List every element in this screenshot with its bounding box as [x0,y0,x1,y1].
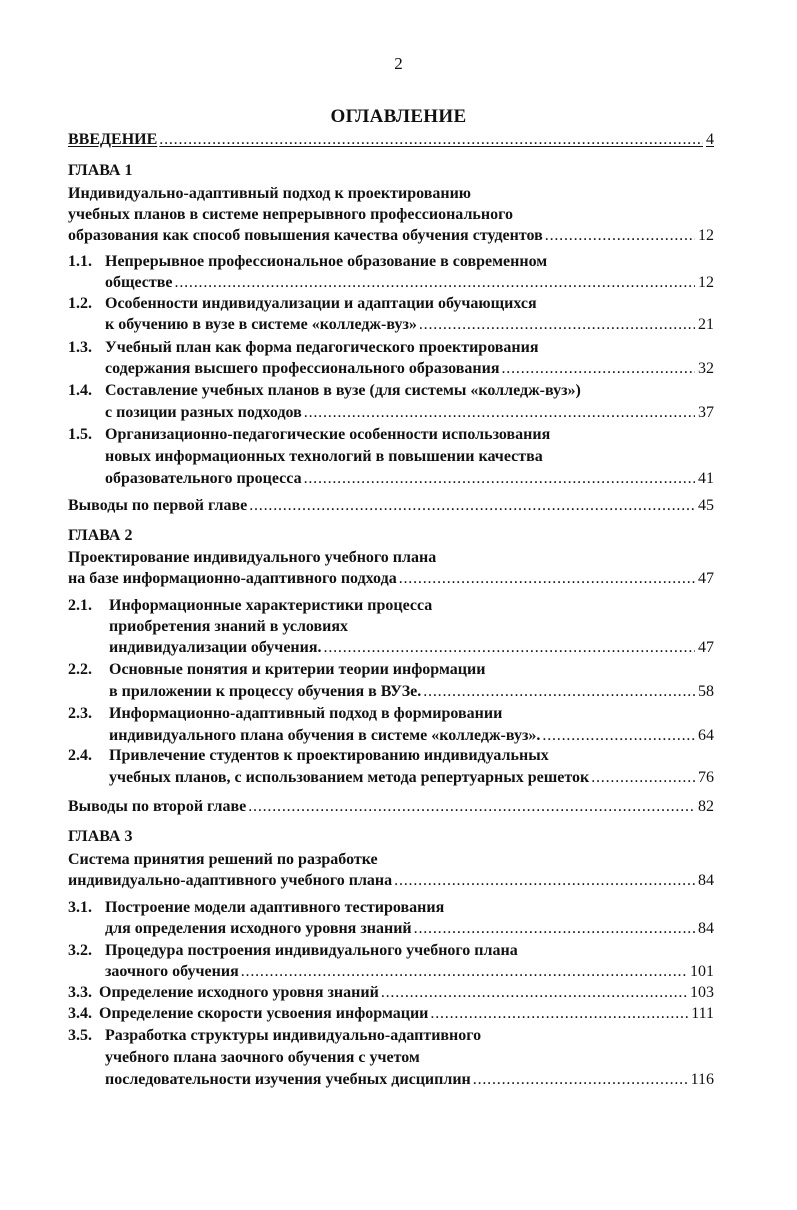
chapter2-title-line-1 [68,548,436,568]
chapter3-section-1-number: 3.1. [68,899,92,916]
chapter3-title-line-2 [68,871,714,891]
chapter2-title-line-2-text: на базе информационно-адаптивного подхода [68,570,397,587]
chapter1-section-1-line-2 [105,273,714,293]
chapter1-section-3-line-2-text: содержания высшего профессионального образования [105,360,500,377]
chapter1-section-5-line-3-leader [304,469,695,489]
chapter1-section-2-line-2-page: 21 [698,316,714,333]
chapter3-section-1-line-1 [68,898,445,918]
chapter2-section-4-line-2-leader [591,768,695,788]
chapter2-section-3-line-1-text: Информационно-адаптивный подход в формировании [109,705,503,722]
chapter3-section-1-line-1-text: Построение модели адаптивного тестирования [105,899,445,916]
chapter1-section-3-line-1-text: Учебный план как форма педагогического проектирования [105,339,539,356]
chapter2-conclusion [68,797,714,817]
chapter1-section-5-line-1 [68,425,551,445]
chapter2-section-4-line-2-page: 76 [698,769,714,786]
chapter1-section-4-line-2-leader [304,403,695,423]
chapter1-section-1-line-1-text: Непрерывное профессиональное образование в современном [105,253,548,270]
chapter2-conclusion-page: 82 [698,798,714,815]
chapter3-section-4-line-1 [68,1004,714,1024]
chapter2-conclusion-leader [248,797,695,817]
chapter3-section-2-line-2-text: заочного обучения [105,963,239,980]
chapter2-section-4-line-2 [109,768,714,788]
chapter2-section-3-line-2 [109,726,714,746]
chapter3-section-5-line-3 [105,1070,714,1090]
chapter1-section-4-line-2 [105,403,714,423]
chapter3-section-5-line-2-text: учебного плана заочного обучения с учетом [105,1049,420,1066]
intro [68,130,714,150]
chapter1-section-5-line-1-text: Организационно-педагогические особенности использования [105,426,551,443]
chapter1-section-1-line-2-text: обществе [105,274,173,291]
chapter2-section-1-line-1 [68,596,433,616]
chapter2-heading-text: ГЛАВА 2 [68,527,133,544]
chapter3-section-1-line-2-text: для определения исходного уровня знаний [105,920,412,937]
chapter2-section-1-number: 2.1. [68,597,92,614]
chapter2-title-line-2-page: 47 [698,570,714,587]
chapter3-heading [68,827,132,847]
chapter1-title-line-3-page: 12 [698,227,714,244]
chapter1-section-1-line-1 [68,252,548,272]
chapter2-section-3-line-2-text: индивидуального плана обучения в системе «колледж-вуз». [109,727,541,744]
chapter2-section-3-line-2-page: 64 [698,727,714,744]
chapter1-section-4-number: 1.4. [68,382,92,399]
page-number: 2 [394,54,403,73]
chapter1-section-5-line-2 [105,447,543,467]
chapter1-section-3-line-1 [68,338,539,358]
chapter3-section-3-line-1-text: Определение исходного уровня знаний [99,984,379,1001]
chapter1-section-2-line-1-text: Особенности индивидуализации и адаптации обучающихся [105,295,537,312]
chapter2-section-1-line-3-leader [324,638,695,658]
chapter1-conclusion-text: Выводы по первой главе [68,497,248,514]
chapter3-title-line-2-text: индивидуально-адаптивного учебного плана [68,872,393,889]
chapter3-title-line-2-page: 84 [698,872,714,889]
chapter1-section-1-line-2-leader [175,273,695,293]
chapter3-section-2-line-2-page: 101 [690,963,714,980]
chapter1-section-4-line-1 [68,381,581,401]
chapter1-conclusion-page: 45 [698,497,714,514]
chapter3-section-4-line-1-text: Определение скорости усвоения информации [99,1005,429,1022]
chapter1-section-5-line-2-text: новых информационных технологий в повышении качества [105,448,543,465]
chapter1-title-line-3-text: образования как способ повышения качества обучения студентов [68,227,543,244]
chapter2-section-1-line-3 [109,638,714,658]
chapter1-section-1-line-2-page: 12 [698,274,714,291]
chapter2-conclusion-text: Выводы по второй главе [68,798,247,815]
chapter1-section-5-line-3-text: образовательного процесса [105,470,302,487]
chapter3-section-5-line-3-leader [473,1070,688,1090]
intro-leader [159,130,703,150]
chapter2-section-3-line-2-leader [542,726,695,746]
chapter3-title-line-1 [68,850,378,870]
chapter1-section-2-number: 1.2. [68,295,92,312]
chapter3-section-2-line-2 [105,962,714,982]
chapter1-heading-text: ГЛАВА 1 [68,162,133,179]
chapter2-section-1-line-2 [109,617,348,637]
chapter1-title-line-1-text: Индивидуально-адаптивный подход к проектированию [68,185,472,202]
chapter2-title-line-2-leader [399,569,695,589]
chapter3-section-3-line-1 [68,983,714,1003]
chapter1-conclusion-leader [249,496,695,516]
chapter1-section-2-line-2-text: к обучению в вузе в системе «колледж-вуз» [105,316,417,333]
chapter1-section-1-number: 1.1. [68,253,92,270]
chapter2-section-2-number: 2.2. [68,661,92,678]
chapter1-title-line-3 [68,226,714,246]
chapter3-section-2-line-1 [68,941,518,961]
chapter1-heading [68,161,132,181]
chapter1-section-4-line-2-text: с позиции разных подходов [105,404,302,421]
chapter3-section-3-line-1-page: 103 [690,984,714,1001]
chapter3-section-5-line-1 [68,1026,482,1046]
chapter1-title-line-2 [68,205,513,225]
chapter2-section-3-number: 2.3. [68,705,92,722]
chapter3-title-line-1-text: Система принятия решений по разработке [68,851,378,868]
chapter3-section-5-number: 3.5. [68,1027,92,1044]
chapter1-section-3-line-2-leader [502,359,696,379]
chapter2-section-2-line-2 [109,682,714,702]
chapter2-section-4-line-2-text: учебных планов, с использованием метода репертуарных решеток [109,769,590,786]
chapter1-section-5-line-3 [105,469,714,489]
chapter1-section-2-line-2 [105,315,714,335]
chapter2-section-1-line-3-page: 47 [698,639,714,656]
chapter1-section-4-line-2-page: 37 [698,404,714,421]
chapter3-section-4-line-1-leader [430,1004,688,1024]
chapter1-conclusion [68,496,714,516]
chapter3-section-3-line-1-leader [381,983,687,1003]
chapter2-section-2-line-2-page: 58 [698,683,714,700]
chapter2-section-4-number: 2.4. [68,747,92,764]
chapter1-section-2-line-2-leader [419,315,695,335]
chapter3-section-1-line-2 [105,919,714,939]
chapter3-section-5-line-3-text: последовательности изучения учебных дисциплин [105,1071,471,1088]
chapter3-section-3-number: 3.3. [68,984,92,1001]
chapter2-section-2-line-2-leader [423,682,695,702]
chapter2-section-1-line-1-text: Информационные характеристики процесса [109,597,433,614]
chapter2-section-2-line-1-text: Основные понятия и критерии теории информации [109,661,486,678]
chapter1-section-3-line-2-page: 32 [698,360,714,377]
chapter2-section-4-line-1-text: Привлечение студентов к проектированию индивидуальных [109,747,549,764]
chapter1-title-line-2-text: учебных планов в системе непрерывного профессионального [68,206,513,223]
intro-text: ВВЕДЕНИЕ [68,131,158,148]
intro-page: 4 [706,131,714,148]
chapter3-section-4-number: 3.4. [68,1005,92,1022]
chapter3-section-1-line-2-page: 84 [698,920,714,937]
chapter1-title-line-3-leader [545,226,695,246]
chapter3-title-line-2-leader [394,871,695,891]
chapter2-section-4-line-1 [68,746,549,766]
chapter1-section-3-number: 1.3. [68,339,92,356]
chapter1-section-3-line-2 [105,359,714,379]
chapter2-title-line-2 [68,569,714,589]
chapter3-section-2-number: 3.2. [68,942,92,959]
chapter2-section-3-line-1 [68,704,503,724]
toc-title: ОГЛАВЛЕНИЕ [330,106,467,127]
chapter2-section-2-line-1 [68,660,486,680]
chapter2-heading [68,526,132,546]
chapter1-section-4-line-1-text: Составление учебных планов в вузе (для системы «колледж-вуз») [105,382,581,399]
chapter3-section-2-line-2-leader [241,962,687,982]
chapter3-section-5-line-1-text: Разработка структуры индивидуально-адаптивного [105,1027,482,1044]
chapter1-section-5-line-3-page: 41 [698,470,714,487]
chapter2-section-1-line-2-text: приобретения знаний в условиях [109,618,349,635]
chapter3-section-5-line-3-page: 116 [690,1071,714,1088]
chapter3-section-2-line-1-text: Процедура построения индивидуального учебного плана [105,942,518,959]
chapter1-title-line-1 [68,184,471,204]
chapter3-section-5-line-2 [105,1048,420,1068]
chapter1-section-2-line-1 [68,294,537,314]
chapter1-section-5-number: 1.5. [68,426,92,443]
chapter3-section-1-line-2-leader [414,919,695,939]
chapter3-heading-text: ГЛАВА 3 [68,828,133,845]
chapter2-title-line-1-text: Проектирование индивидуального учебного плана [68,549,437,566]
chapter2-section-2-line-2-text: в приложении к процессу обучения в ВУЗе. [109,683,422,700]
chapter2-section-1-line-3-text: индивидуализации обучения. [109,639,322,656]
chapter3-section-4-line-1-page: 111 [691,1005,714,1022]
